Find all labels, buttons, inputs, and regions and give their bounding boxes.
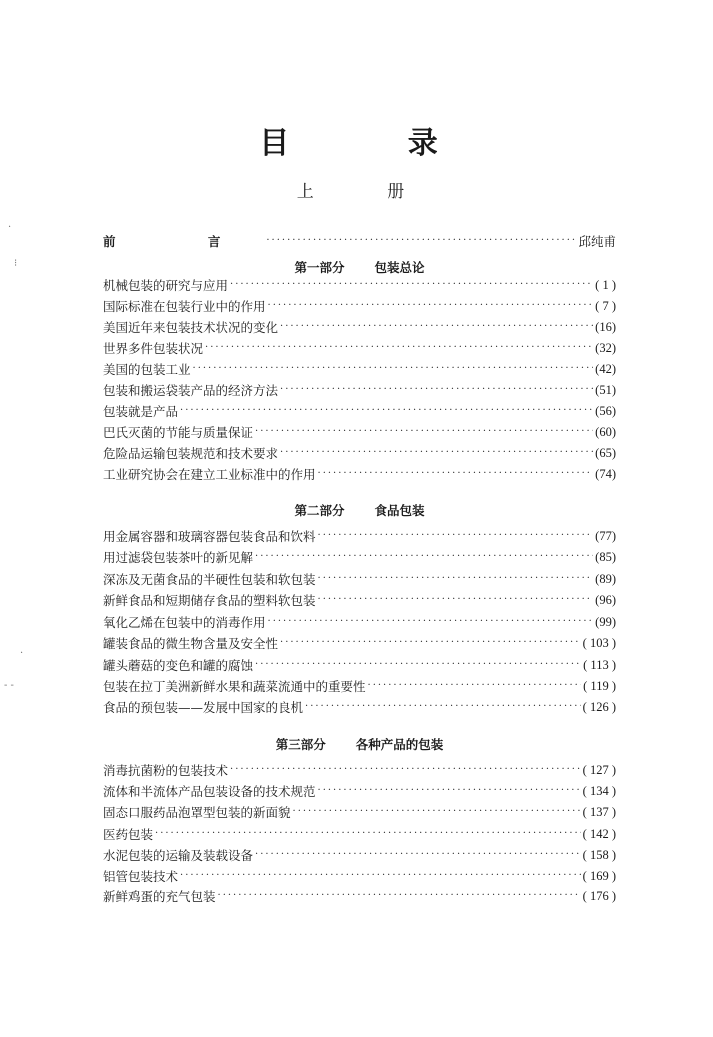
dot-leader <box>180 401 593 421</box>
dot-leader <box>268 296 594 316</box>
dot-leader <box>280 633 581 653</box>
entry-title: 用过滤袋包装茶叶的新见解 <box>103 550 254 565</box>
entry-title: 新鲜食品和短期储存食品的塑料软包装 <box>103 593 316 608</box>
entry-title: 国际标准在包装行业中的作用 <box>103 299 266 314</box>
dot-leader <box>155 824 581 844</box>
entry-title: 包装和搬运袋装产品的经济方法 <box>103 383 279 398</box>
dot-leader <box>368 676 582 696</box>
entry-title: 新鲜鸡蛋的充气包装 <box>103 889 216 904</box>
entry-page: (60) <box>595 424 616 439</box>
scan-mark: - - <box>4 680 14 691</box>
entry-page: ( 127 ) <box>582 762 616 777</box>
entry-page: (89) <box>595 571 616 586</box>
toc-entry <box>103 824 616 844</box>
dot-leader <box>318 781 581 801</box>
entry-title: 美国近年来包装技术状况的变化 <box>103 320 279 335</box>
toc-entry <box>103 464 616 484</box>
entry-title: 机械包装的研究与应用 <box>103 278 229 293</box>
entry-title: 美国的包装工业 <box>103 362 191 377</box>
section-heading <box>103 258 616 276</box>
entry-page: (74) <box>595 466 616 481</box>
entry-page: ( 7 ) <box>595 298 616 313</box>
dot-leader <box>230 760 581 780</box>
dot-leader <box>280 317 593 337</box>
page-title: 目 录 <box>259 126 492 161</box>
dot-leader <box>218 886 581 906</box>
toc-entry <box>103 275 616 295</box>
entry-page: ( 176 ) <box>582 888 616 903</box>
preface-label: 前 言 <box>103 234 265 249</box>
toc-entry <box>103 781 616 801</box>
entry-page: ( 103 ) <box>582 635 616 650</box>
entry-page: (96) <box>595 592 616 607</box>
toc-entry <box>103 359 616 379</box>
entry-page: ( 169 ) <box>582 868 616 883</box>
entry-title: 食品的预包装——发展中国家的良机 <box>103 700 304 715</box>
scan-mark: · <box>8 222 12 233</box>
toc-entry <box>103 422 616 442</box>
entry-title: 医药包装 <box>103 827 154 842</box>
section-number: 第二部分 <box>294 503 345 518</box>
section-heading <box>103 735 616 753</box>
entry-title: 巴氏灭菌的节能与质量保证 <box>103 425 254 440</box>
toc-entry <box>103 697 616 717</box>
preface-author: 邱纯甫 <box>578 235 616 249</box>
toc-entry <box>103 633 616 653</box>
section-number: 第一部分 <box>294 260 345 275</box>
entry-page: ( 113 ) <box>583 657 616 672</box>
dot-leader <box>268 612 594 632</box>
volume-label: 上 册 <box>296 182 439 202</box>
entry-page: ( 126 ) <box>582 699 616 714</box>
toc-entry <box>103 296 616 316</box>
entry-page: (16) <box>595 319 616 334</box>
entry-title: 铝管包装技术 <box>103 869 179 884</box>
dot-leader <box>293 802 581 822</box>
toc-entry <box>103 655 616 675</box>
scan-mark: · <box>20 648 24 659</box>
dot-leader <box>255 845 581 865</box>
entry-page: ( 158 ) <box>582 847 616 862</box>
dot-leader <box>205 338 593 358</box>
dot-leader <box>193 359 594 379</box>
toc-entry <box>103 380 616 400</box>
entry-title: 包装就是产品 <box>103 404 179 419</box>
toc-entry <box>103 569 616 589</box>
entry-title: 水泥包装的运输及装载设备 <box>103 848 254 863</box>
entry-page: (77) <box>595 528 616 543</box>
dot-leader <box>255 422 593 442</box>
dot-leader <box>318 526 594 546</box>
entry-title: 工业研究协会在建立工业标准中的作用 <box>103 467 316 482</box>
toc-entry <box>103 760 616 780</box>
entry-title: 消毒抗菌粉的包装技术 <box>103 763 229 778</box>
toc-entry <box>103 845 616 865</box>
dot-leader <box>280 443 593 463</box>
entry-title: 世界多件包装状况 <box>103 341 204 356</box>
entry-page: (42) <box>595 361 616 376</box>
entry-page: (85) <box>595 549 616 564</box>
dot-leader <box>230 275 593 295</box>
entry-page: (99) <box>595 614 616 629</box>
entry-page: ( 134 ) <box>582 783 616 798</box>
entry-page: ( 119 ) <box>583 678 616 693</box>
toc-entry <box>103 443 616 463</box>
toc-entry <box>103 338 616 358</box>
entry-title: 危险品运输包装规范和技术要求 <box>103 446 279 461</box>
toc-entry <box>103 802 616 822</box>
section-name: 食品包装 <box>374 503 425 518</box>
entry-title: 罐装食品的微生物含量及安全性 <box>103 636 279 651</box>
entry-title: 流体和半流体产品包装设备的技术规范 <box>103 784 316 799</box>
toc-entry <box>103 886 616 906</box>
toc-entry <box>103 317 616 337</box>
dot-leader <box>255 547 593 567</box>
toc-preface-row <box>103 231 616 251</box>
dot-leader <box>318 569 594 589</box>
toc-entry <box>103 526 616 546</box>
dot-leader <box>280 380 593 400</box>
section-number: 第三部分 <box>275 737 326 752</box>
dot-leader <box>255 655 581 675</box>
entry-title: 固态口服药品泡罩型包装的新面貌 <box>103 805 291 820</box>
entry-page: (51) <box>595 382 616 397</box>
entry-page: ( 142 ) <box>582 826 616 841</box>
section-name: 包装总论 <box>374 260 425 275</box>
entry-page: (32) <box>595 340 616 355</box>
toc-entry <box>103 590 616 610</box>
entry-title: 用金属容器和玻璃容器包装食品和饮料 <box>103 529 316 544</box>
entry-title: 包装在拉丁美洲新鲜水果和蔬菜流通中的重要性 <box>103 679 366 694</box>
dot-leader <box>266 231 576 251</box>
scan-mark: ⁝ <box>14 258 18 269</box>
dot-leader <box>318 590 594 610</box>
entry-page: ( 1 ) <box>595 277 616 292</box>
toc-entry <box>103 547 616 567</box>
entry-page: (56) <box>595 403 616 418</box>
section-name: 各种产品的包装 <box>355 737 444 752</box>
toc-entry <box>103 676 616 696</box>
section-heading <box>103 501 616 519</box>
dot-leader <box>318 464 594 484</box>
entry-title: 氧化乙烯在包装中的消毒作用 <box>103 615 266 630</box>
toc-entry <box>103 401 616 421</box>
entry-title: 深冻及无菌食品的半硬性包装和软包装 <box>103 572 316 587</box>
entry-page: ( 137 ) <box>582 804 616 819</box>
toc-entry <box>103 866 616 886</box>
table-of-contents <box>103 0 616 1037</box>
toc-entry <box>103 612 616 632</box>
dot-leader <box>180 866 581 886</box>
dot-leader <box>305 697 581 717</box>
entry-page: (65) <box>595 445 616 460</box>
entry-title: 罐头蘑菇的变色和罐的腐蚀 <box>103 658 254 673</box>
